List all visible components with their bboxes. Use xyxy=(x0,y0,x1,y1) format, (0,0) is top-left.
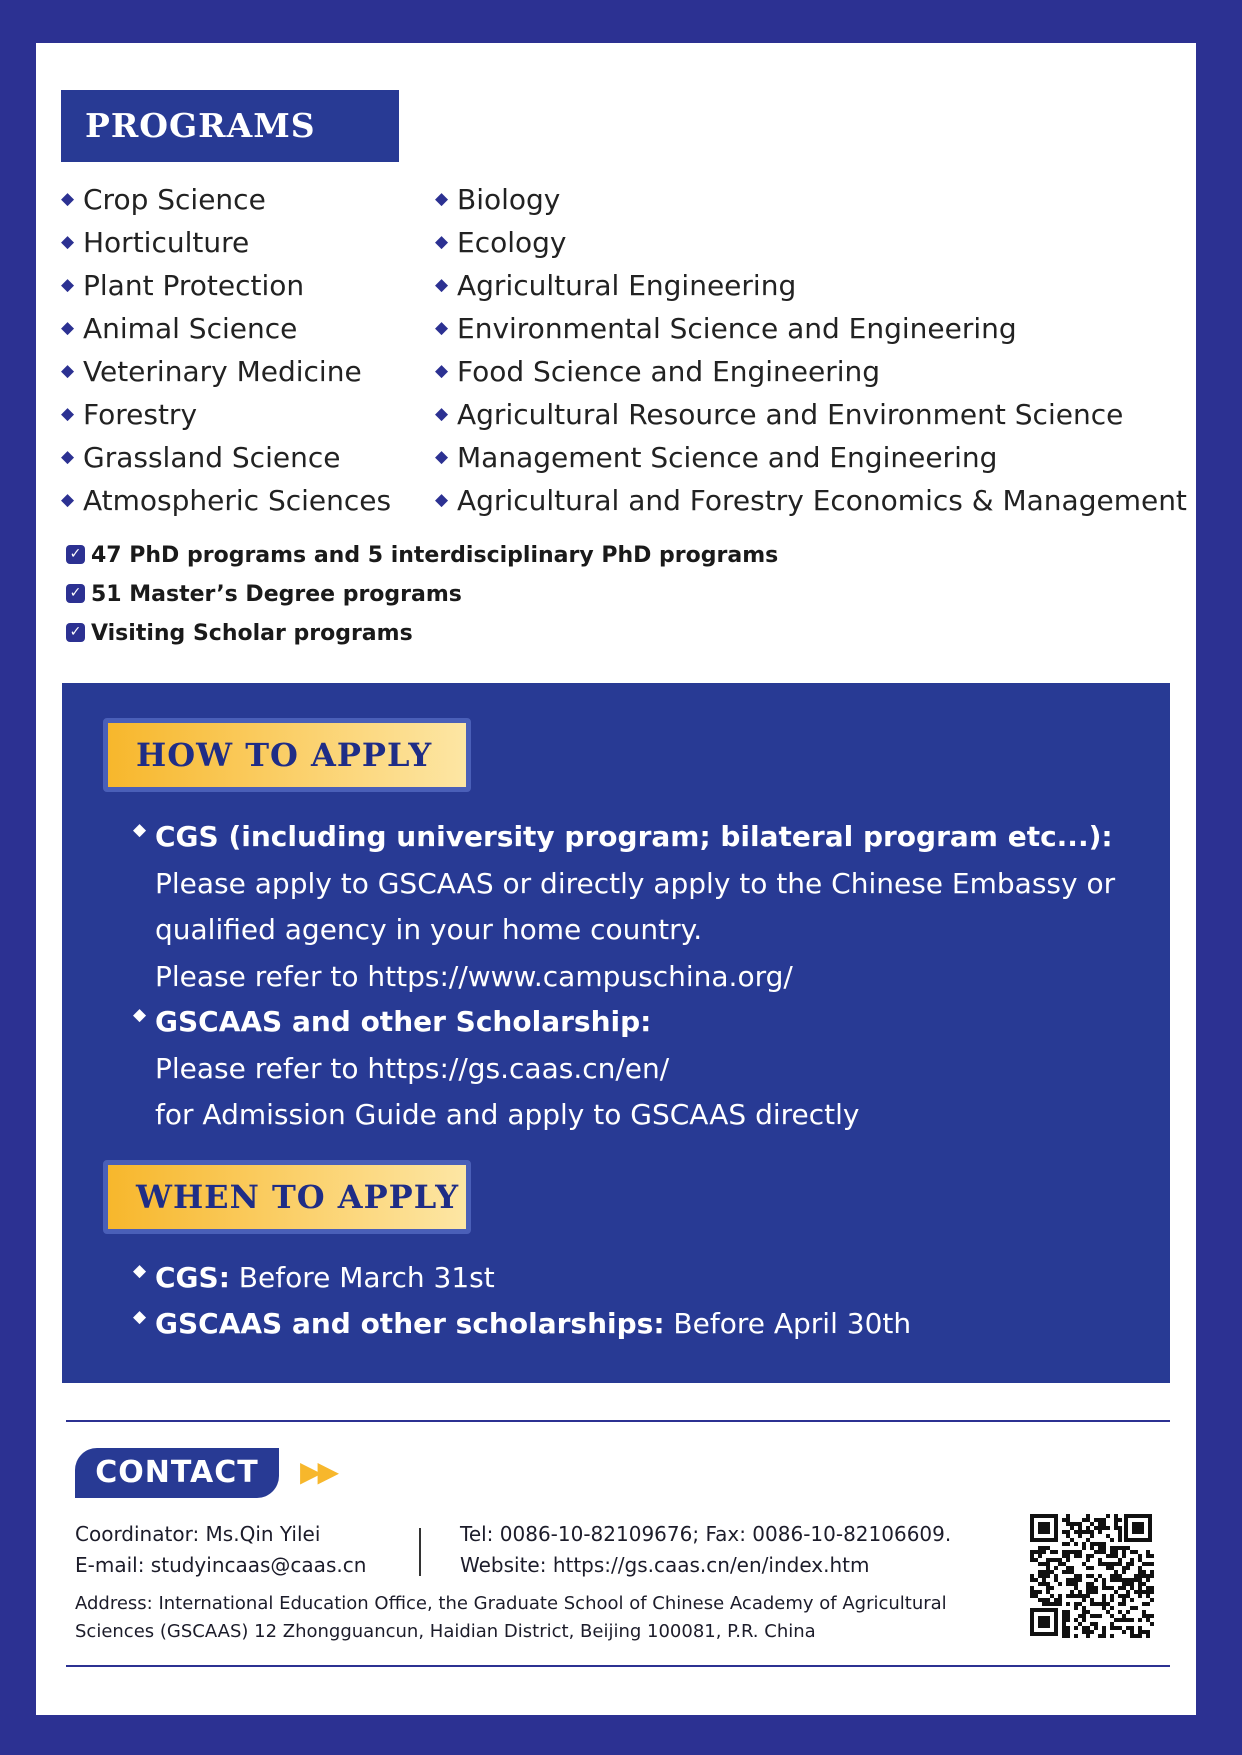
program-item: ◆ Veterinary Medicine xyxy=(61,350,391,393)
diamond-icon: ◆ xyxy=(435,318,449,338)
contact-separator xyxy=(419,1528,421,1576)
contact-heading: CONTACT xyxy=(75,1448,279,1498)
qr-code-icon xyxy=(1028,1512,1154,1638)
program-item: ◆ Animal Science xyxy=(61,307,391,350)
diamond-icon: ◆ xyxy=(61,361,75,381)
program-item: ◆ Grassland Science xyxy=(61,436,391,479)
gscaas-link-line: Please refer to https://gs.caas.cn/en/ xyxy=(155,1052,670,1085)
gscaas-line: for Admission Guide and apply to GSCAAS directly xyxy=(155,1098,860,1131)
apply-panel xyxy=(62,683,1170,1383)
diamond-icon: ◆ xyxy=(61,318,75,338)
coordinator: Coordinator: Ms.Qin Yilei xyxy=(75,1522,321,1546)
diamond-icon: ◆ xyxy=(61,404,75,424)
summary-item: ✓ Visiting Scholar programs xyxy=(66,614,778,653)
diamond-icon: ◆ xyxy=(61,232,75,252)
program-item: ◆ Food Science and Engineering xyxy=(435,350,1187,393)
diamond-icon: ◆ xyxy=(435,490,449,510)
diamond-icon: ◆ xyxy=(435,447,449,467)
divider-bottom xyxy=(66,1665,1170,1667)
address-line: Sciences (GSCAAS) 12 Zhongguancun, Haidian District, Beijing 100081, P.R. China xyxy=(75,1621,816,1642)
program-summary-list xyxy=(66,536,778,653)
diamond-icon: ◆ xyxy=(61,275,75,295)
summary-item: ✓ 47 PhD programs and 5 interdisciplinary PhD programs xyxy=(66,536,778,575)
checkbox-icon: ✓ xyxy=(66,623,85,642)
program-item: ◆ Agricultural Resource and Environment Science xyxy=(435,393,1187,436)
gscaas-deadline: ◆ GSCAAS and other scholarships: Before April 30th xyxy=(133,1307,912,1340)
program-item: ◆ Agricultural and Forestry Economics & Management xyxy=(435,479,1187,522)
email: E-mail: studyincaas@caas.cn xyxy=(75,1553,367,1577)
diamond-icon: ◆ xyxy=(61,189,75,209)
checkbox-icon: ✓ xyxy=(66,545,85,564)
diamond-icon: ◆ xyxy=(133,820,147,840)
cgs-link-line: Please refer to https://www.campuschina.org/ xyxy=(155,960,793,993)
program-item: ◆ Crop Science xyxy=(61,178,391,221)
diamond-icon: ◆ xyxy=(133,1261,147,1281)
programs-list-right xyxy=(435,178,1187,522)
diamond-icon: ◆ xyxy=(435,232,449,252)
address-line: Address: International Education Office, the Graduate School of Chinese Academy of Agricultural xyxy=(75,1593,947,1614)
how-to-apply-heading: HOW TO APPLY xyxy=(103,718,471,792)
summary-item: ✓ 51 Master’s Degree programs xyxy=(66,575,778,614)
diamond-icon: ◆ xyxy=(435,189,449,209)
program-item: ◆ Plant Protection xyxy=(61,264,391,307)
program-item: ◆ Horticulture xyxy=(61,221,391,264)
cgs-heading: ◆ CGS (including university program; bilateral program etc...): xyxy=(133,820,1113,853)
cgs-line: qualified agency in your home country. xyxy=(155,913,703,946)
program-item: ◆ Environmental Science and Engineering xyxy=(435,307,1187,350)
program-item: ◆ Agricultural Engineering xyxy=(435,264,1187,307)
when-to-apply-heading: WHEN TO APPLY xyxy=(103,1160,471,1234)
cgs-deadline: ◆ CGS: Before March 31st xyxy=(133,1261,495,1294)
cgs-line: Please apply to GSCAAS or directly apply to the Chinese Embassy or xyxy=(155,867,1116,900)
diamond-icon: ◆ xyxy=(435,404,449,424)
gscaas-heading: ◆ GSCAAS and other Scholarship: xyxy=(133,1005,652,1038)
program-item: ◆ Ecology xyxy=(435,221,1187,264)
diamond-icon: ◆ xyxy=(133,1005,147,1025)
diamond-icon: ◆ xyxy=(61,490,75,510)
programs-heading: PROGRAMS xyxy=(61,90,399,162)
divider-top xyxy=(66,1420,1170,1422)
diamond-icon: ◆ xyxy=(435,361,449,381)
program-item: ◆ Atmospheric Sciences xyxy=(61,479,391,522)
double-arrow-icon: ▶▶ xyxy=(300,1455,336,1488)
website: Website: https://gs.caas.cn/en/index.htm xyxy=(460,1553,870,1577)
tel-fax: Tel: 0086-10-82109676; Fax: 0086-10-82106609. xyxy=(460,1522,952,1546)
diamond-icon: ◆ xyxy=(61,447,75,467)
diamond-icon: ◆ xyxy=(435,275,449,295)
program-item: ◆ Biology xyxy=(435,178,1187,221)
diamond-icon: ◆ xyxy=(133,1307,147,1327)
program-item: ◆ Forestry xyxy=(61,393,391,436)
checkbox-icon: ✓ xyxy=(66,584,85,603)
programs-list-left xyxy=(61,178,391,522)
program-item: ◆ Management Science and Engineering xyxy=(435,436,1187,479)
qr-code-graphic xyxy=(1028,1512,1154,1638)
